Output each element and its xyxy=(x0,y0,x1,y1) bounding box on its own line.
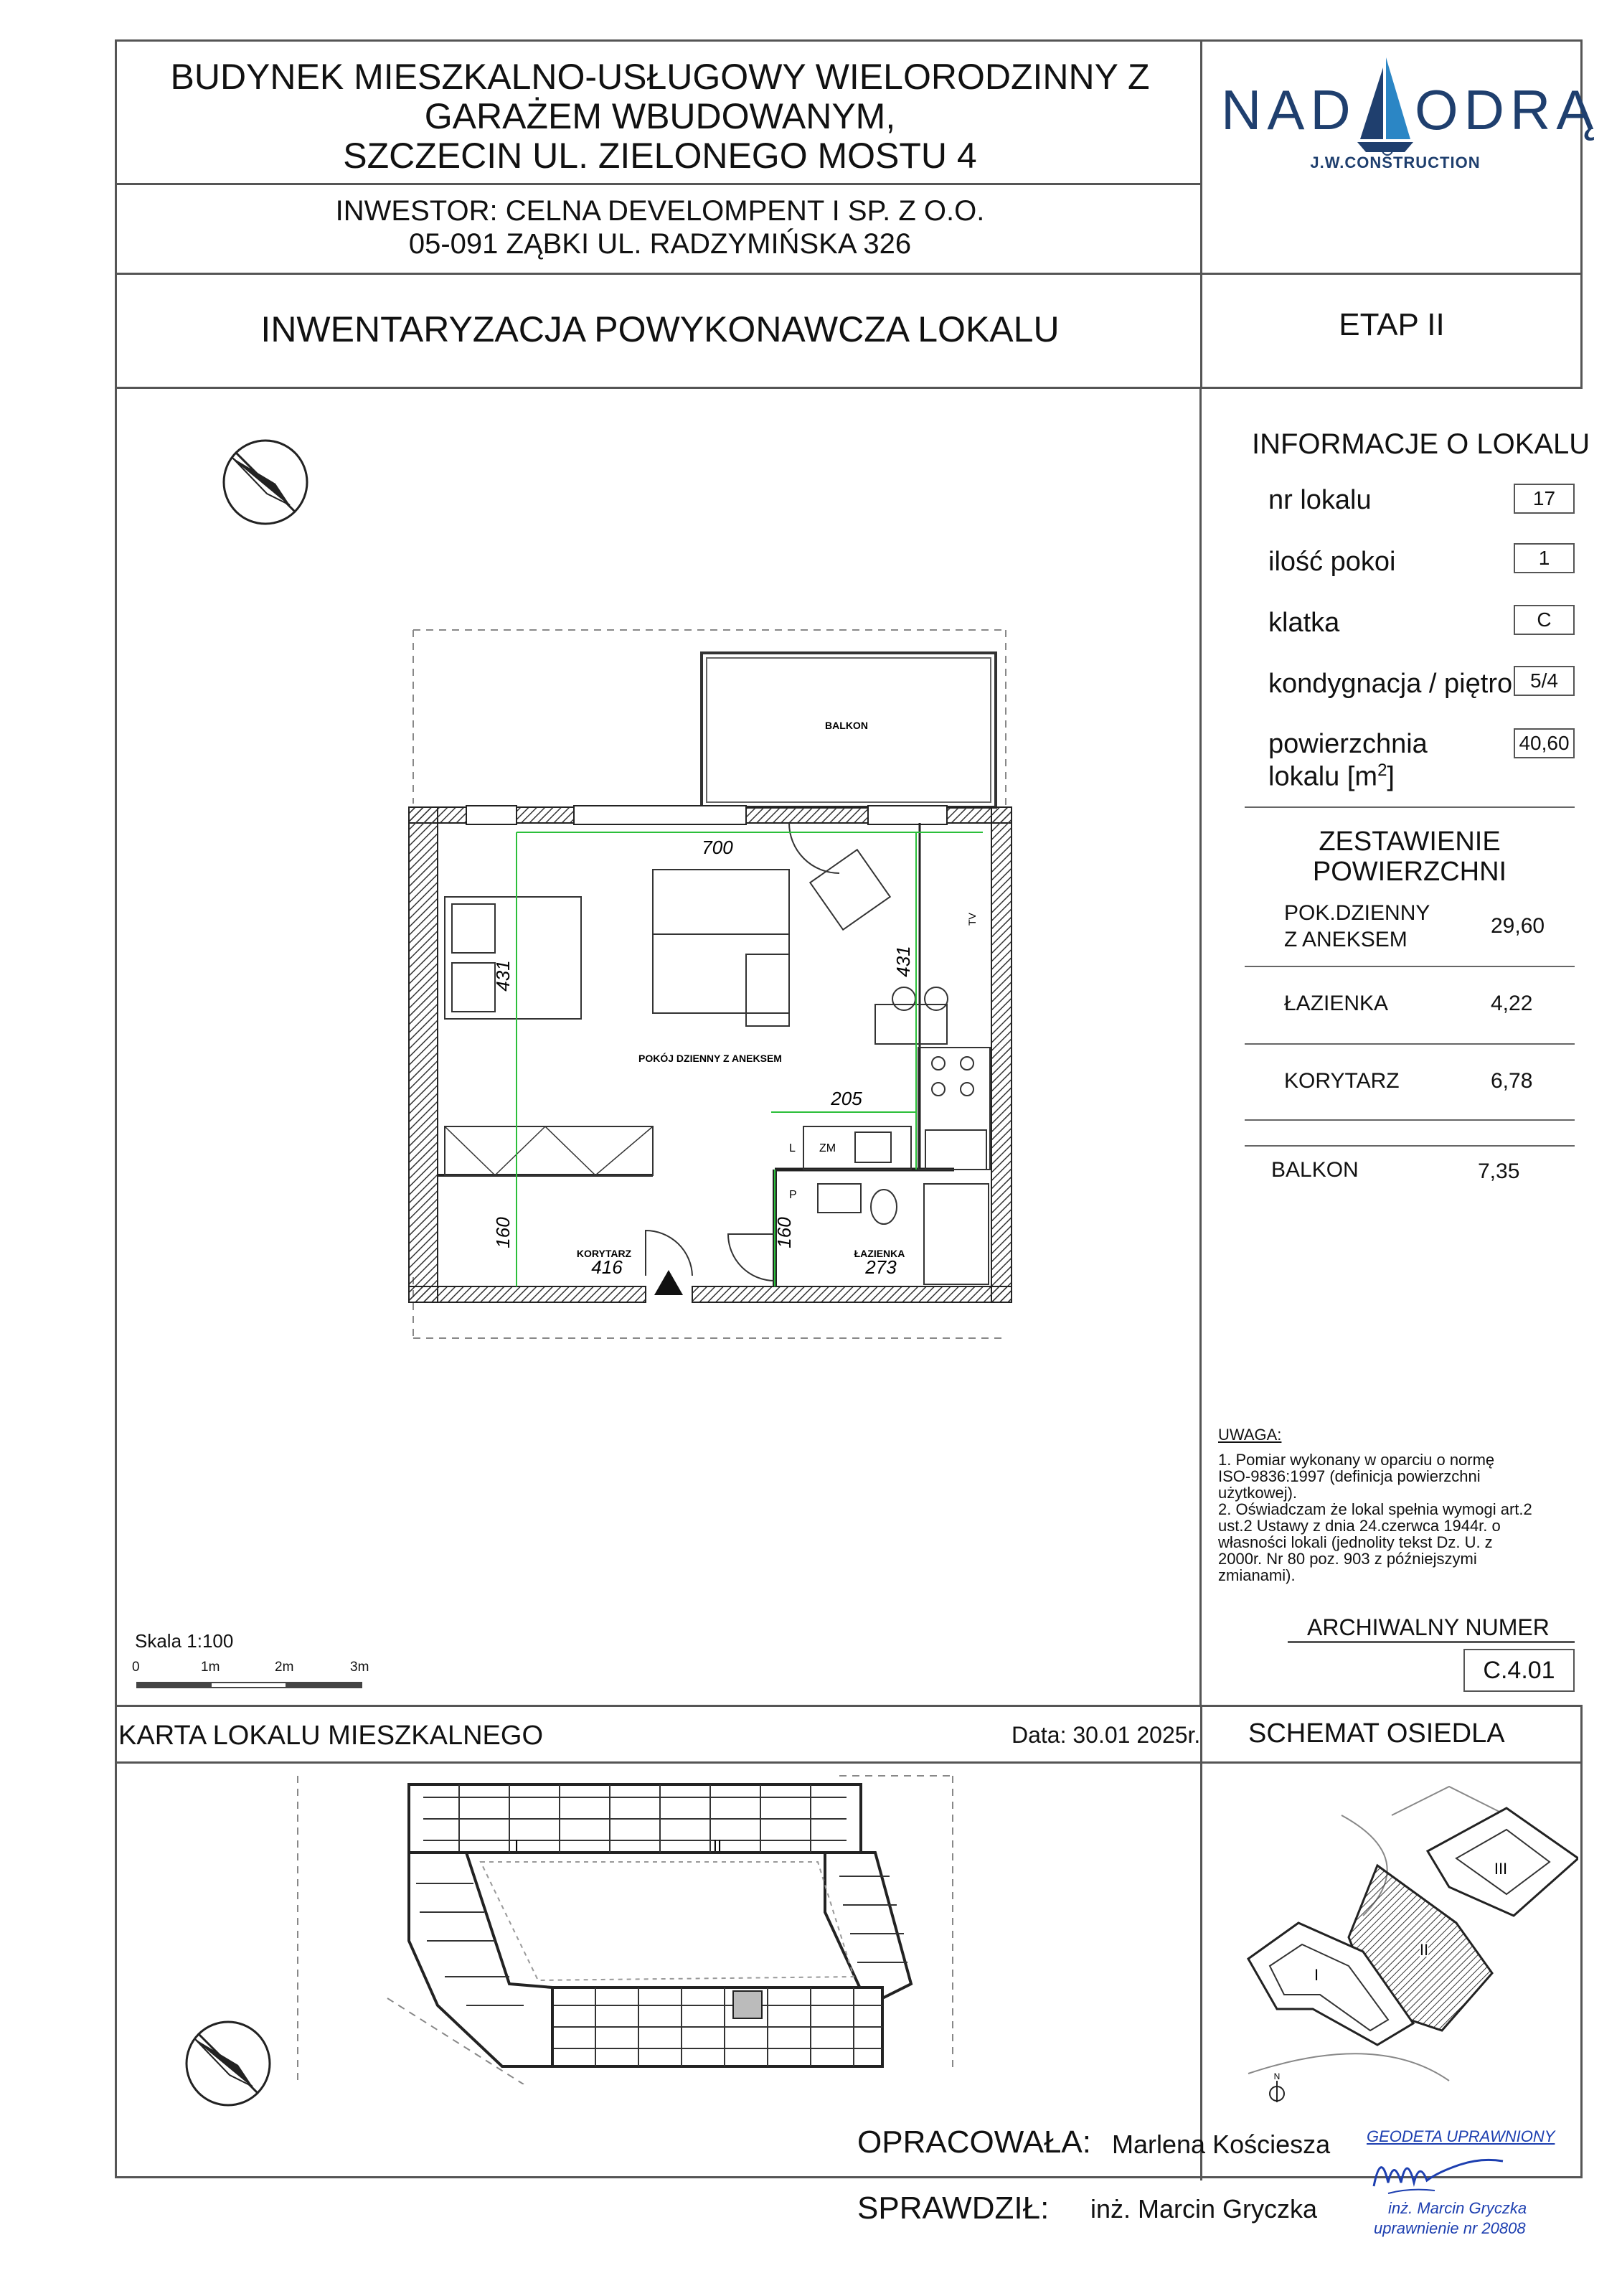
kitchen-counter xyxy=(918,1048,990,1170)
signature-icon xyxy=(1367,2143,1510,2201)
info-value-unit-number: 17 xyxy=(1514,484,1575,514)
logo-text-right: ODRĄ xyxy=(1415,78,1600,141)
card-title: KARTA LOKALU MIESZKALNEGO xyxy=(118,1721,544,1751)
building-title-line1: BUDYNEK MIESZKALNO-USŁUGOWY WIELORODZINNY Z xyxy=(170,57,1150,97)
info-heading: INFORMACJE O LOKALU xyxy=(1252,428,1590,460)
dim-160-left: 160 xyxy=(492,1217,514,1248)
notes-block xyxy=(1218,1426,1532,1584)
summary-room2-name: ŁAZIENKA xyxy=(1284,992,1389,1015)
stamp-name: inż. Marcin Gryczka xyxy=(1388,2199,1527,2217)
notes-line-2: ISO-9836:1997 (definicja powierzchni xyxy=(1218,1467,1481,1485)
summary-sep-1 xyxy=(1245,966,1575,967)
notes-line-3: użytkowej). xyxy=(1218,1484,1298,1502)
archive-underline xyxy=(1288,1641,1575,1643)
wall-bottom-left xyxy=(409,1286,646,1302)
wall-bottom-right xyxy=(692,1286,1012,1302)
compass-bottom-icon xyxy=(182,2018,274,2109)
summary-sep-2 xyxy=(1245,1043,1575,1045)
header-divider-1 xyxy=(115,183,1202,185)
scale-tick-1: 1m xyxy=(201,1660,220,1675)
info-label-area-line2: lokalu $[m^2]$ xyxy=(1268,761,1395,792)
balcony-label: BALKON xyxy=(825,720,868,731)
card-date: Data: 30.01 2025r. xyxy=(1012,1722,1201,1748)
site-highlight-unit xyxy=(733,1991,762,2018)
chair-1 xyxy=(892,987,915,1010)
site-label-II: II xyxy=(712,1837,722,1855)
window-top-3 xyxy=(868,806,947,824)
mark-zm: ZM xyxy=(819,1142,836,1154)
bed-pillow-1 xyxy=(452,904,495,953)
notes-line-1: 1. Pomiar wykonany w oparciu o normę xyxy=(1218,1451,1495,1469)
room-label-living: POKÓJ DZIENNY Z ANEKSEM xyxy=(638,1053,782,1064)
notes-line-6: własności lokali (jednolity tekst Dz. U. z xyxy=(1218,1533,1493,1551)
summary-heading-line1: ZESTAWIENIE xyxy=(1319,827,1501,857)
logo-text-left: NAD xyxy=(1221,78,1357,141)
building-title-line2: GARAŻEM WBUDOWANYM, xyxy=(424,96,896,136)
site-wing-right xyxy=(825,1853,911,2005)
site-courtyard xyxy=(481,1862,854,1980)
scale-bar-segment-3 xyxy=(286,1683,361,1687)
dim-431-left: 431 xyxy=(492,960,514,992)
dim-205: 205 xyxy=(831,1088,862,1109)
scheme-label-I: I xyxy=(1314,1966,1319,1984)
info-label-room-count: ilość pokoi xyxy=(1268,547,1396,577)
building-site-plan xyxy=(294,1769,961,2084)
surveyor-stamp xyxy=(1359,2127,1567,2249)
bed-pillow-2 xyxy=(452,963,495,1012)
scale-label: Skala 1:100 xyxy=(135,1630,234,1652)
prepared-name: Marlena Kościesza xyxy=(1112,2130,1331,2159)
window-top-1 xyxy=(466,806,517,824)
sailboat-icon xyxy=(1354,55,1416,155)
dim-431-right: 431 xyxy=(892,946,914,977)
room-label-corridor: KORYTARZ xyxy=(576,1248,632,1259)
summary-room1-name-line1: POK.DZIENNY xyxy=(1284,901,1430,925)
sofa xyxy=(653,870,789,1013)
summary-heading-line2: POWIERZCHNI xyxy=(1312,857,1507,887)
header-divider-2 xyxy=(115,273,1583,275)
entrance-arrow-icon xyxy=(654,1270,683,1295)
washbasin xyxy=(818,1184,861,1213)
scale-tick-0: 0 xyxy=(132,1660,140,1675)
info-value-area: 40,60 xyxy=(1514,728,1575,758)
notes-line-8: zmianami). xyxy=(1218,1566,1296,1584)
estate-scheme xyxy=(1234,1772,1578,2109)
hob-1 xyxy=(932,1057,945,1070)
tv-label: TV xyxy=(966,913,978,926)
scheme-title: SCHEMAT OSIEDLA xyxy=(1248,1718,1505,1749)
hob-4 xyxy=(961,1083,973,1096)
bottom-vertical-divider xyxy=(1200,1705,1202,2180)
scale-tick-2: 2m xyxy=(275,1660,294,1675)
info-label-area-line1: powierzchnia xyxy=(1268,729,1428,759)
info-separator xyxy=(1245,806,1575,808)
summary-balcony-value: 7,35 xyxy=(1478,1159,1520,1183)
mark-p: P xyxy=(789,1189,797,1201)
summary-room1-name-line2: Z ANEKSEM xyxy=(1284,928,1408,951)
scale-bar-segment-1 xyxy=(138,1683,212,1687)
toilet xyxy=(871,1190,897,1224)
document-title: INWENTARYZACJA POWYKONAWCZA LOKALU xyxy=(260,309,1060,349)
wall-left xyxy=(409,807,438,1302)
dim-160-right: 160 xyxy=(773,1217,795,1248)
archive-label: ARCHIWALNY NUMER xyxy=(1307,1614,1550,1640)
compass-north-arrow-icon xyxy=(220,436,311,528)
scheme-road-3 xyxy=(1392,1787,1507,1815)
summary-room3-name: KORYTARZ xyxy=(1284,1069,1400,1093)
summary-room2-value: 4,22 xyxy=(1491,992,1533,1015)
dim-273: 273 xyxy=(865,1256,897,1278)
site-label-I: I xyxy=(514,1837,519,1855)
coffee-table xyxy=(746,954,789,1026)
info-value-floor: 5/4 xyxy=(1514,666,1575,696)
info-value-room-count: 1 xyxy=(1514,543,1575,573)
dim-416: 416 xyxy=(591,1256,623,1278)
checked-name: inż. Marcin Gryczka xyxy=(1090,2194,1318,2224)
room-label-bathroom: ŁAZIENKA xyxy=(854,1248,905,1259)
chair-2 xyxy=(925,987,948,1010)
stage-label: ETAP II xyxy=(1339,307,1445,342)
scheme-north-label: N xyxy=(1273,2071,1281,2081)
scale-bar xyxy=(136,1682,362,1688)
checked-label: SPRAWDZIŁ: xyxy=(857,2191,1050,2226)
fridge xyxy=(925,1130,986,1170)
scheme-label-II: II xyxy=(1419,1941,1429,1959)
dim-700: 700 xyxy=(702,837,733,858)
bath-door-swing xyxy=(728,1234,775,1281)
mark-l: L xyxy=(789,1142,796,1154)
investor-line2: 05-091 ZĄBKI UL. RADZYMIŃSKA 326 xyxy=(408,228,912,260)
scale-tick-3: 3m xyxy=(350,1660,369,1675)
wall-right xyxy=(991,807,1012,1302)
info-label-staircase: klatka xyxy=(1268,608,1340,638)
logo-subtitle: J.W.CONSTRUCTION xyxy=(1310,154,1481,171)
info-label-unit-number: nr lokalu xyxy=(1268,485,1372,515)
notes-line-7: 2000r. Nr 80 poz. 903 z późniejszymi xyxy=(1218,1550,1477,1568)
info-label-floor: kondygnacja / piętro xyxy=(1268,669,1513,699)
wardrobe xyxy=(445,1126,653,1175)
stamp-title: GEODETA UPRAWNIONY xyxy=(1367,2127,1555,2145)
shower xyxy=(924,1184,989,1284)
wardrobe-lines xyxy=(445,1126,653,1175)
bed xyxy=(445,897,581,1019)
hob-3 xyxy=(932,1083,945,1096)
notes-line-5: ust.2 Ustawy z dnia 24.czerwca 1944r. o xyxy=(1218,1517,1501,1535)
info-value-staircase: C xyxy=(1514,605,1575,635)
summary-sep-3 xyxy=(1245,1119,1575,1121)
site-wing-left xyxy=(409,1853,552,2066)
notes-heading: UWAGA: xyxy=(1218,1426,1282,1444)
scheme-label-III: III xyxy=(1494,1860,1508,1878)
balcony-door-swing xyxy=(789,823,839,873)
summary-balcony-name: BALKON xyxy=(1271,1158,1359,1182)
summary-room1-value: 29,60 xyxy=(1491,914,1545,938)
building-title-line3: SZCZECIN UL. ZIELONEGO MOSTU 4 xyxy=(343,136,977,176)
bottom-title-divider xyxy=(115,1761,1583,1764)
entry-door-swing xyxy=(646,1231,692,1276)
prepared-label: OPRACOWAŁA: xyxy=(857,2125,1091,2160)
floor-plan xyxy=(402,617,1019,1349)
summary-room3-value: 6,78 xyxy=(1491,1069,1533,1093)
summary-sep-4 xyxy=(1245,1145,1575,1147)
stamp-license: uprawnienie nr 20808 xyxy=(1374,2219,1526,2237)
investor-line1: INWESTOR: CELNA DEVELOMPENT I SP. Z O.O. xyxy=(335,195,985,227)
company-logo xyxy=(1212,49,1600,178)
sofa-back xyxy=(653,870,789,934)
window-top-2 xyxy=(574,806,746,824)
archive-number: C.4.01 xyxy=(1463,1649,1575,1692)
hob-2 xyxy=(961,1057,973,1070)
armchair xyxy=(810,850,890,929)
header-vertical-divider xyxy=(1200,39,1202,389)
kitchen-sink xyxy=(855,1132,891,1162)
notes-line-4: 2. Oświadczam że lokal spełnia wymogi art.2 xyxy=(1218,1500,1532,1518)
